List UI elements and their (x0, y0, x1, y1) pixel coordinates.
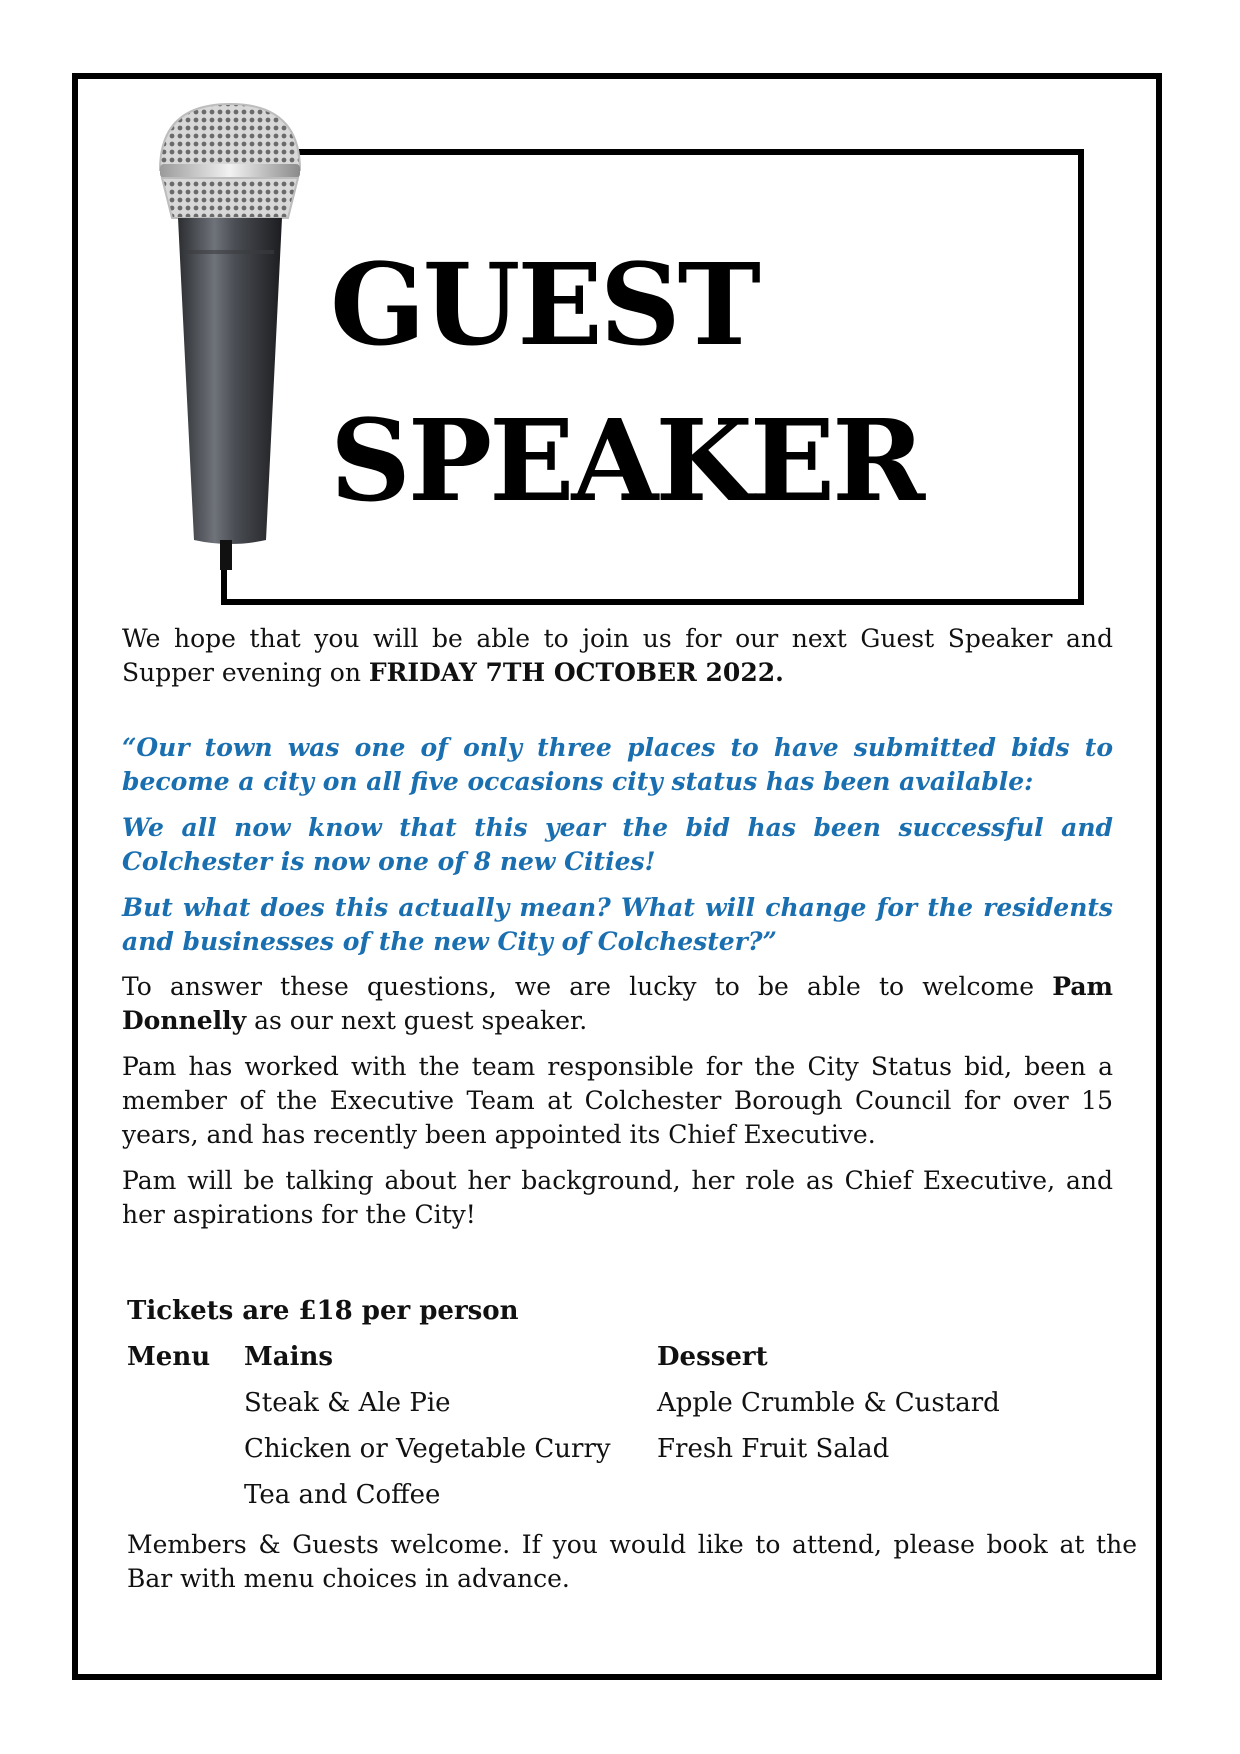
intro-text: We hope that you will be able to join us for our next Guest Speaker and Supper evening on (122, 624, 1113, 687)
dessert-item: Apple Crumble & Custard (657, 1388, 1000, 1418)
quote-paragraph-2: We all now know that this year the bid has been successful and Colchester is now one of 8 new Cities! (122, 813, 1113, 876)
ticket-price: Tickets are £18 per person (127, 1296, 519, 1326)
bio-paragraph-1: Pam has worked with the team responsible for the City Status bid, been a member of the Executive Team at Colchester Borough Council for over 15 years, and has recently been appointed its Chief Executive. (122, 1052, 1113, 1149)
event-date: FRIDAY 7TH OCTOBER 2022. (368, 658, 784, 687)
booking-note: Members & Guests welcome. If you would like to attend, please book at the Bar with menu choices in advance. (127, 1530, 1137, 1593)
mains-item: Tea and Coffee (244, 1480, 441, 1510)
quote-block (122, 731, 1113, 959)
mains-column (244, 1342, 611, 1526)
answer-post: as our next guest speaker. (246, 1006, 588, 1035)
title-line-1: GUEST (330, 240, 758, 371)
mains-item: Steak & Ale Pie (244, 1388, 451, 1418)
quote-paragraph-1: “Our town was one of only three places to have submitted bids to become a city on all five occasions city status has been available: (122, 733, 1113, 796)
dessert-heading: Dessert (657, 1342, 768, 1372)
bio-paragraph-2: Pam will be talking about her background, her role as Chief Executive, and her aspirations for the City! (122, 1166, 1113, 1229)
intro-paragraph (122, 622, 1113, 690)
answer-paragraph (122, 970, 1113, 1038)
dessert-column (657, 1342, 1000, 1480)
title-line-2: SPEAKER (330, 396, 923, 527)
microphone-icon (152, 100, 308, 570)
page-title (330, 228, 922, 540)
speaker-name: Pam Donnelly (122, 972, 1113, 1035)
mains-item: Chicken or Vegetable Curry (244, 1434, 611, 1464)
mains-heading: Mains (244, 1342, 334, 1372)
body-text (122, 970, 1113, 1232)
quote-paragraph-3: But what does this actually mean? What will change for the residents and businesses of the new City of Colchester?” (122, 893, 1113, 956)
answer-pre: To answer these questions, we are lucky to be able to welcome (122, 972, 1053, 1001)
dessert-item: Fresh Fruit Salad (657, 1434, 890, 1464)
menu-label: Menu (127, 1342, 211, 1372)
